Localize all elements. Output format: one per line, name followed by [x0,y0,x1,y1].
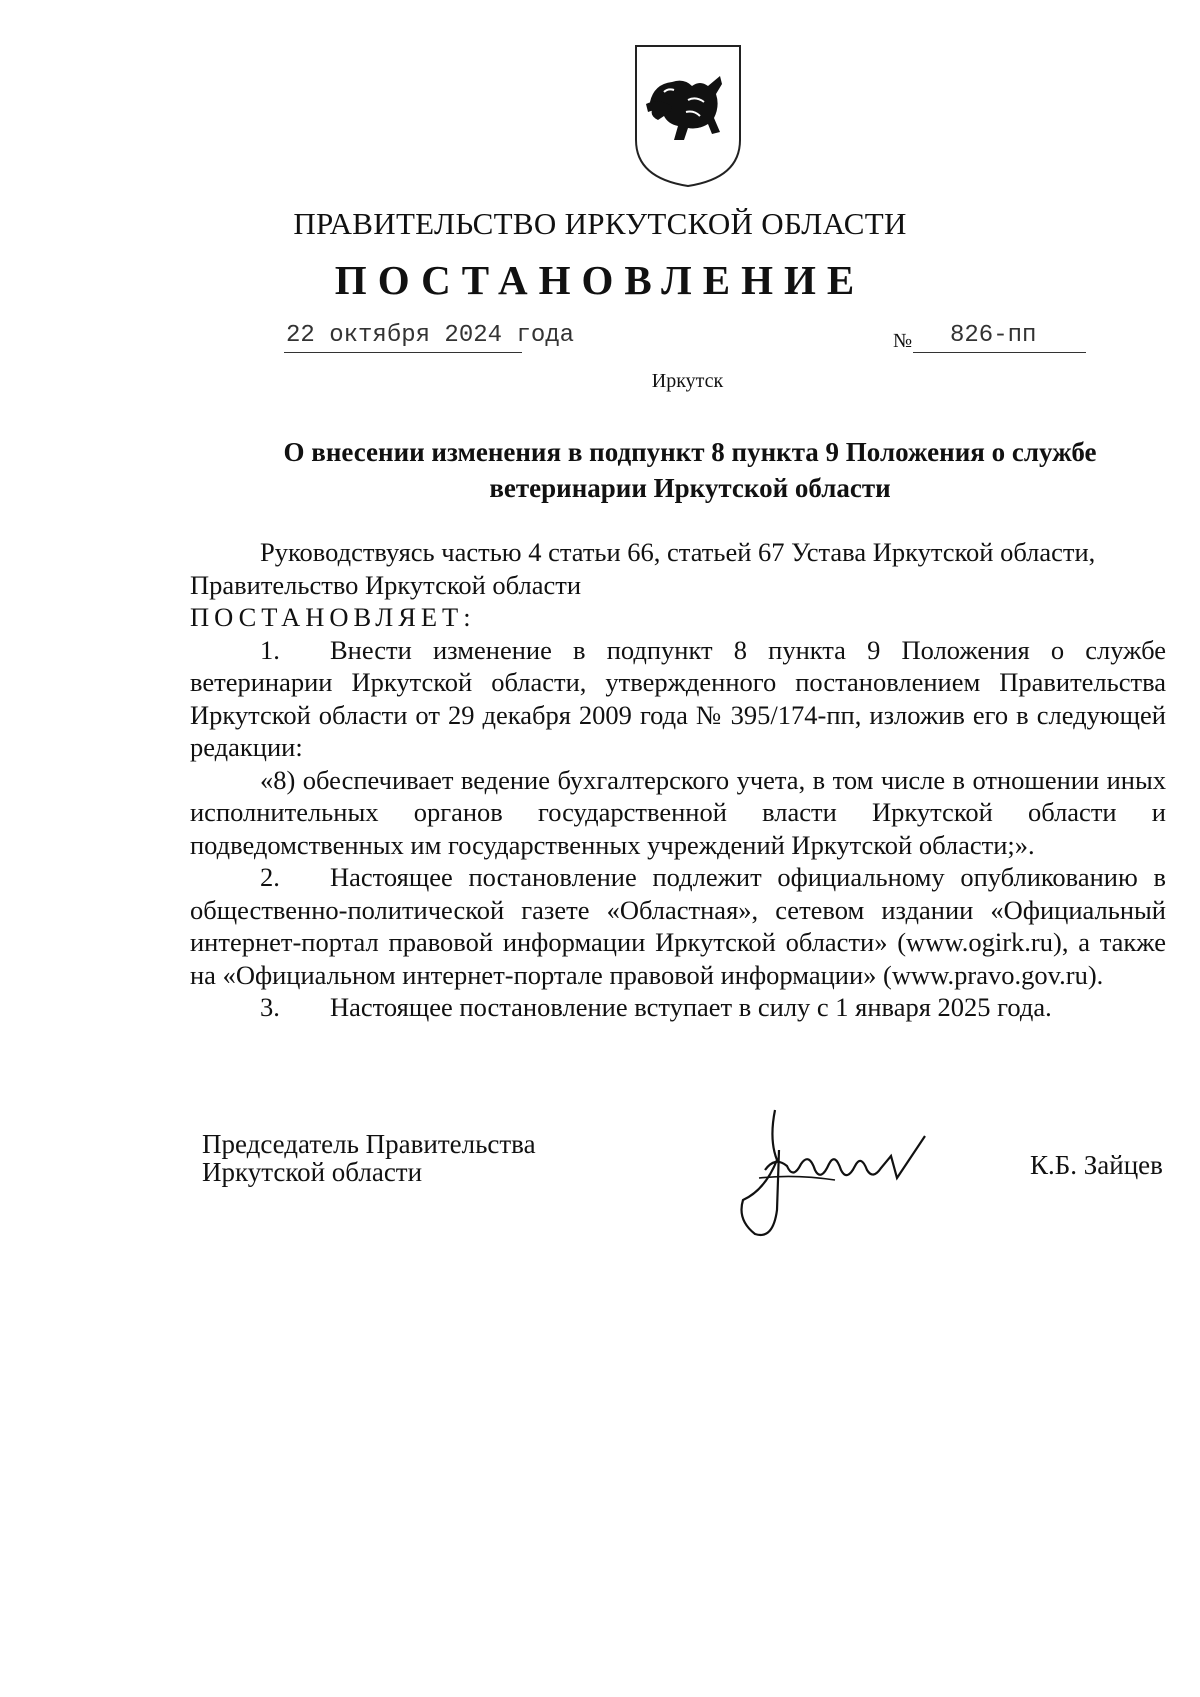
item-number: 1. [260,634,280,665]
list-item [190,861,1166,991]
signer-title-line: Председатель Правительства [202,1129,536,1159]
date-underline [284,352,522,353]
intro-paragraph-continued: Правительство Иркутской области [190,569,582,600]
document-number: 826-пп [950,322,1037,349]
handwritten-signature-icon [735,1100,995,1240]
item-text: Внести изменение в подпункт 8 пункта 9 Положения о службе ветеринарии Иркутской области, утвержденного постановлением Правительства Иркутской области от 29 декабря 2009 года № 395/174-пп, изложив его в следующей редакции: [190,634,1166,762]
document-subject [190,434,1190,506]
list-item [190,991,1166,1024]
intro-paragraph: Руководствуясь частью 4 статьи 66, статьей 67 Устава Иркутской области, [260,537,1096,567]
document-body [190,536,1166,1024]
list-item [190,634,1166,764]
item-number: 3. [260,992,280,1022]
document-date: 22 октября 2024 года [286,322,575,349]
quoted-amendment: «8) обеспечивает ведение бухгалтерского учета, в том числе в отношении иных исполнительных органов государственной власти Иркутской области и подведомственных им государственных учреждений Иркутской области;». [190,764,1166,860]
subject-line: ветеринарии Иркутской области [489,473,891,503]
signer-name: К.Б. Зайцев [1030,1150,1163,1180]
government-title: ПРАВИТЕЛЬСТВО ИРКУТСКОЙ ОБЛАСТИ [293,206,907,241]
item-number: 2. [260,862,280,892]
city: Иркутск [651,370,724,392]
decree-word: ПОСТАНОВЛЯЕТ: [190,602,476,632]
number-underline [913,352,1086,353]
signer-title-line: Иркутской области [202,1157,423,1187]
document-type: ПОСТАНОВЛЕНИЕ [334,257,866,303]
irkutsk-coat-of-arms-icon [628,40,748,190]
subject-line: О внесении изменения в подпункт 8 пункта 9 Положения о службе [283,437,1097,467]
number-label: № [893,330,913,352]
signer-title [202,1130,536,1186]
item-text: Настоящее постановление подлежит официальному опубликованию в общественно-политической газете «Областная», сетевом издании «Официальный интернет-портал правовой информации Иркутской области» (www.ogirk.ru), а также на «Официальном интернет-портале правовой информации» (www.pravo.gov.ru). [190,862,1166,990]
item-text: Настоящее постановление вступает в силу с 1 января 2025 года. [330,992,1052,1022]
